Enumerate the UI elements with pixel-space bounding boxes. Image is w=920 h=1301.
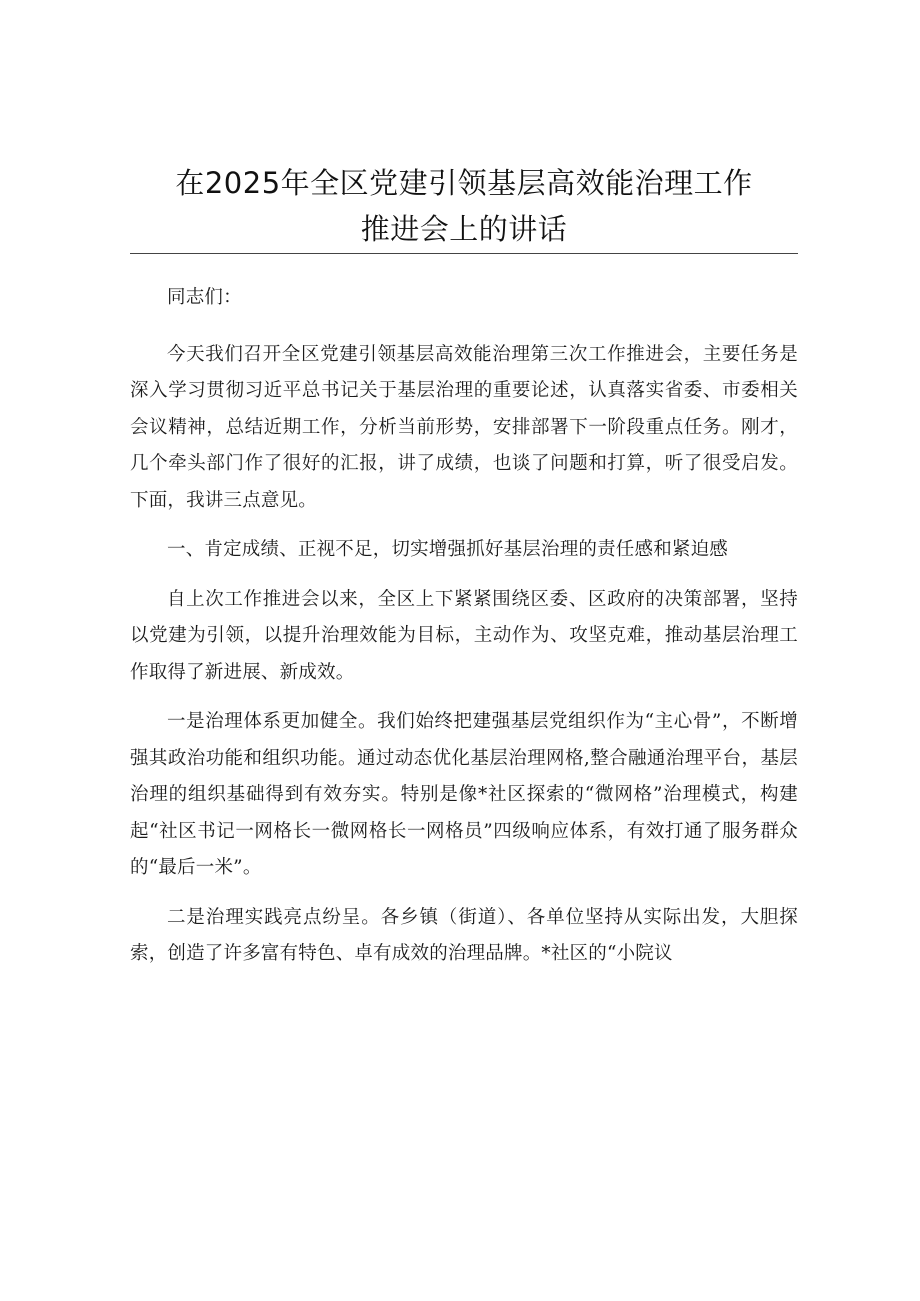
paragraph-progress: 自上次工作推进会以来，全区上下紧紧围绕区委、区政府的决策部署，坚持以党建为引领，以提升治理效能为目标，主动作为、攻坚克难，推动基层治理工作取得了新进展、新成效。 [130, 588, 798, 683]
document-body [130, 280, 798, 986]
paragraph-point-2: 二是治理实践亮点纷呈。各乡镇（街道）、各单位坚持从实际出发，大胆探索，创造了许多富有特色、卓有成效的治理品牌。*社区的“小院议 [130, 906, 798, 964]
salutation: 同志们： [167, 287, 242, 308]
title-line-1: 在2025年全区党建引领基层高效能治理工作 [175, 166, 753, 200]
title-line-2: 推进会上的讲话 [360, 212, 568, 246]
section-heading-1: 一、肯定成绩、正视不足，切实增强抓好基层治理的责任感和紧迫感 [167, 539, 729, 560]
paragraph-point-1: 一是治理体系更加健全。我们始终把建强基层党组织作为“主心骨”，不断增强其政治功能和组织功能。通过动态优化基层治理网格,整合融通治理平台，基层治理的组织基础得到有效夯实。特别是像*社区探索的“微网格”治理模式，构建起“社区书记一网格长一微网格长一网格员”四级响应体系，有效打通了服务群众的“最后一米”。 [130, 711, 798, 878]
document-title [130, 160, 798, 252]
title-divider [130, 253, 798, 254]
paragraph-intro: 今天我们召开全区党建引领基层高效能治理第三次工作推进会，主要任务是深入学习贯彻习近平总书记关于基层治理的重要论述，认真落实省委、市委相关会议精神，总结近期工作，分析当前形势，安排部署下一阶段重点任务。刚才，几个牵头部门作了很好的汇报，讲了成绩，也谈了问题和打算，听了很受启发。下面，我讲三点意见。 [130, 343, 798, 511]
